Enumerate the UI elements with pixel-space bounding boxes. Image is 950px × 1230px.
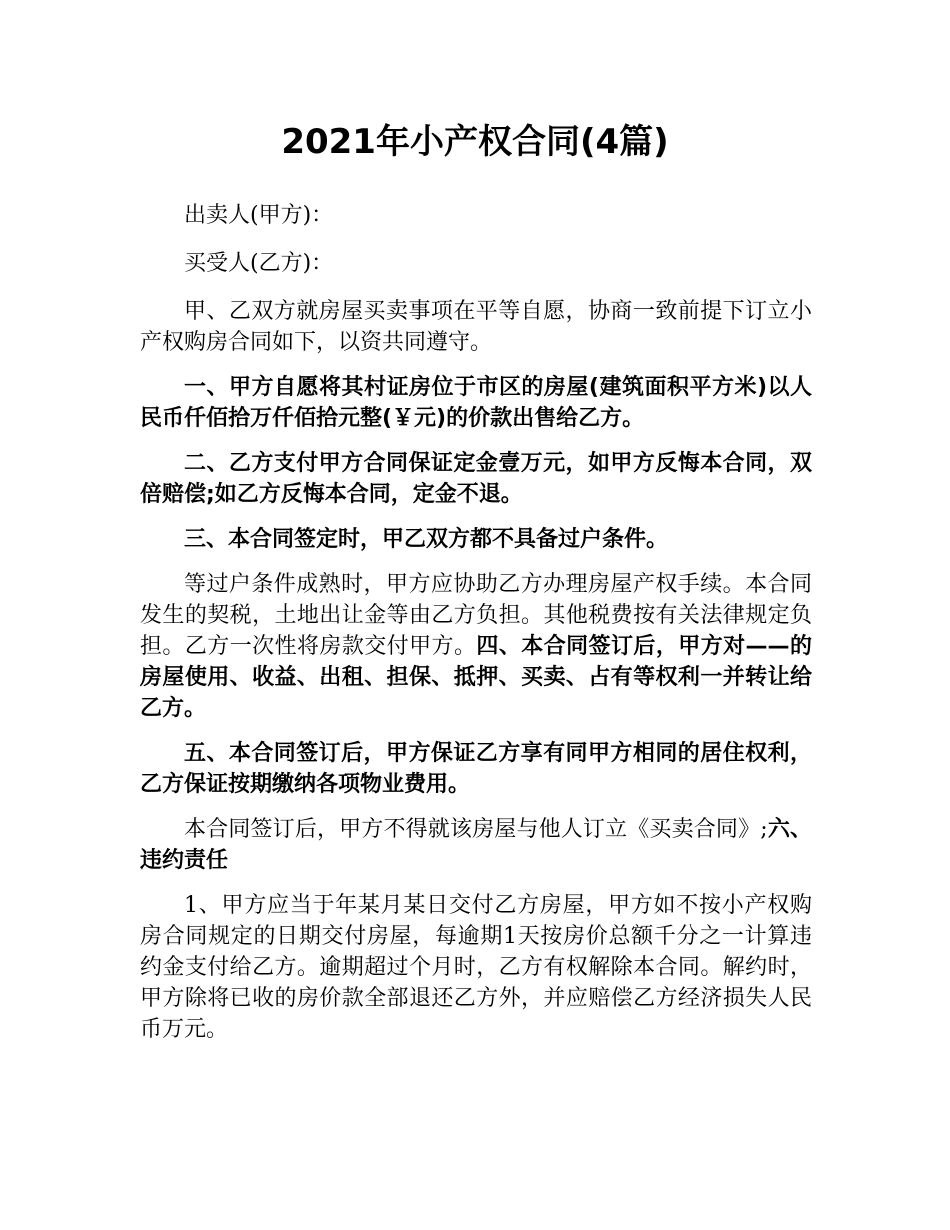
clause-6-item-1: 1、甲方应当于年某月某日交付乙方房屋，甲方如不按小产权购房合同规定的日期交付房屋，每逾期1天按房价总额千分之一计算违约金支付给乙方。逾期超过个月时，乙方有权解除本合同。解约时，甲方除将已收的房价款全部退还乙方外，并应赔偿乙方经济损失人民币万元。: [140, 893, 812, 1042]
clause-1: 一、甲方自愿将其村证房位于市区的房屋(建筑面积平方米)以人民币仟佰拾万仟佰拾元整(￥元)的价款出售给乙方。: [140, 375, 812, 431]
clause-4: 四、本合同签订后，甲方对——的房屋使用、收益、出租、担保、抵押、买卖、占有等权利一并转让给乙方。: [140, 634, 812, 721]
clause-5-detail-paragraph: [140, 814, 812, 876]
clause-3-detail: 等过户条件成熟时，甲方应协助乙方办理房屋产权手续。本合同发生的契税，土地出让金等由乙方负担。其他税费按有关法律规定负担。乙方一次性将房款交付甲方。: [140, 572, 812, 659]
clause-3: 三、本合同签定时，甲乙双方都不具备过户条件。: [184, 527, 669, 552]
intro-paragraph: 甲、乙双方就房屋买卖事项在平等自愿，协商一致前提下订立小产权购房合同如下，以资共同遵守。: [140, 299, 812, 355]
buyer-line: 买受人(乙方)：: [184, 251, 334, 276]
clause-5-detail: 本合同签订后，甲方不得就该房屋与他人订立《买卖合同》;: [184, 817, 768, 842]
document-body: [140, 200, 812, 1059]
document-title: 2021年小产权合同(4篇): [281, 122, 669, 162]
clause-3-detail-paragraph: [140, 569, 812, 724]
seller-line: 出卖人(甲方)：: [184, 203, 334, 228]
clause-6-heading: 六、违约责任: [140, 817, 812, 873]
clause-5: 五、本合同签订后，甲方保证乙方享有同甲方相同的居住权利，乙方保证按期缴纳各项物业费用。: [140, 741, 812, 797]
clause-2: 二、乙方支付甲方合同保证定金壹万元，如甲方反悔本合同，双倍赔偿;如乙方反悔本合同，定金不退。: [140, 451, 812, 507]
